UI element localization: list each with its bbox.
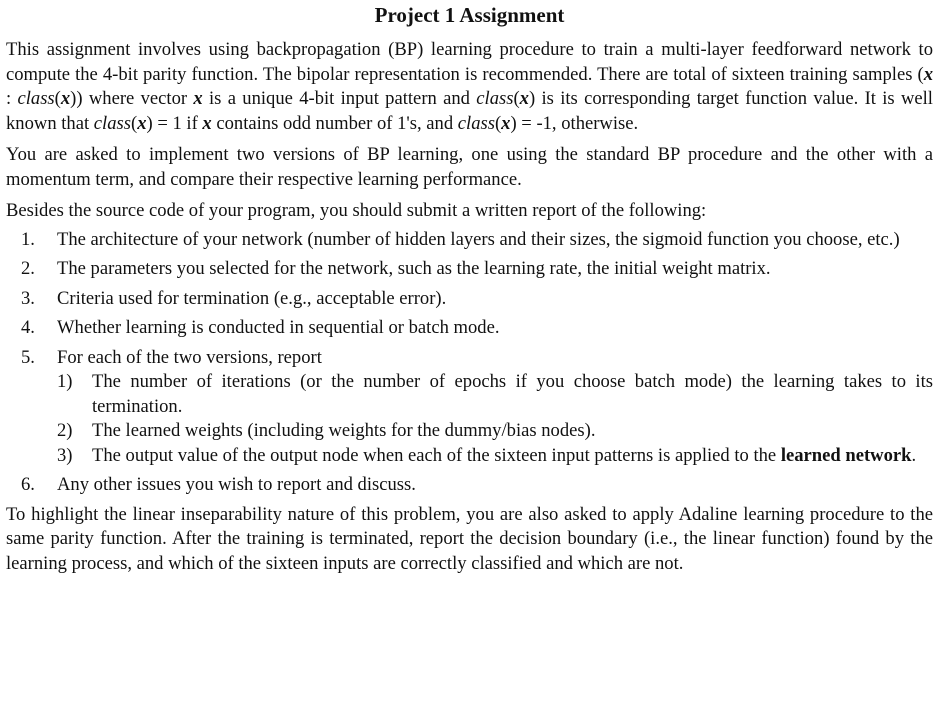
vector-x: x: [137, 112, 147, 134]
vector-x: x: [202, 112, 212, 134]
vector-x: x: [923, 63, 933, 85]
report-list: [6, 228, 933, 498]
list-item: 3. Criteria used for termination (e.g., acceptable error).: [21, 287, 447, 309]
vector-x: x: [60, 88, 71, 109]
vector-x: x: [519, 88, 529, 109]
list-item: 4. Whether learning is conducted in sequential or batch mode.: [21, 317, 500, 338]
page-title: Project 1 Assignment: [374, 3, 565, 27]
sub-list-item: 2) The learned weights (including weights for the dummy/bias nodes).: [57, 420, 596, 441]
intro-paragraph: This assignment involves using backpropagation (BP) learning procedure to train a multi-layer feedforward network to compute the 4-bit parity function. The bipolar representation is recommended. There are total of sixteen training samples (x : class(x)) where vector x is a unique 4-bit input pattern and class(x) is its corresponding target function value. It is well known that class(x) = 1 if x contains odd number of 1's, and class(x) = -1, otherwise.: [6, 39, 933, 134]
sub-list: [57, 370, 933, 468]
vector-x: x: [501, 112, 511, 134]
adaline-paragraph: To highlight the linear inseparability nature of this problem, you are also asked to apply Adaline learning procedure to the same parity function. After the training is terminated, report the decision boundary (i.e., the linear function) found by the learning process, and which of the sixteen inputs are correctly classified and which are not.: [6, 503, 933, 574]
vector-x: x: [193, 88, 203, 109]
list-item: 2. The parameters you selected for the network, such as the learning rate, the initial weight matrix.: [21, 258, 771, 279]
report-intro-paragraph: Besides the source code of your program, you should submit a written report of the following:: [6, 200, 707, 221]
sub-list-item: 3) The output value of the output node when each of the sixteen input patterns is applied to the learned network.: [57, 444, 917, 466]
sub-list-item: 1) The number of iterations (or the number of epochs if you choose batch mode) the learning takes to its termination.: [57, 371, 933, 417]
list-item: 6. Any other issues you wish to report and discuss.: [21, 474, 416, 495]
versions-paragraph: You are asked to implement two versions of BP learning, one using the standard BP procedure and the other with a momentum term, and compare their respective learning performance.: [6, 144, 933, 190]
document-page: [0, 2, 939, 704]
list-item: 1. The architecture of your network (number of hidden layers and their sizes, the sigmoid function you choose, etc.): [21, 228, 900, 250]
list-item: 5. For each of the two versions, report 1) The number of iterations (or the number of epochs if you choose batch mode) the learning takes to its termination. 2) The learned weights (including weights for the dummy/bias nodes). 3) The output value of the output node when each of the sixteen input patterns is applied to the learned network.: [6, 346, 933, 469]
